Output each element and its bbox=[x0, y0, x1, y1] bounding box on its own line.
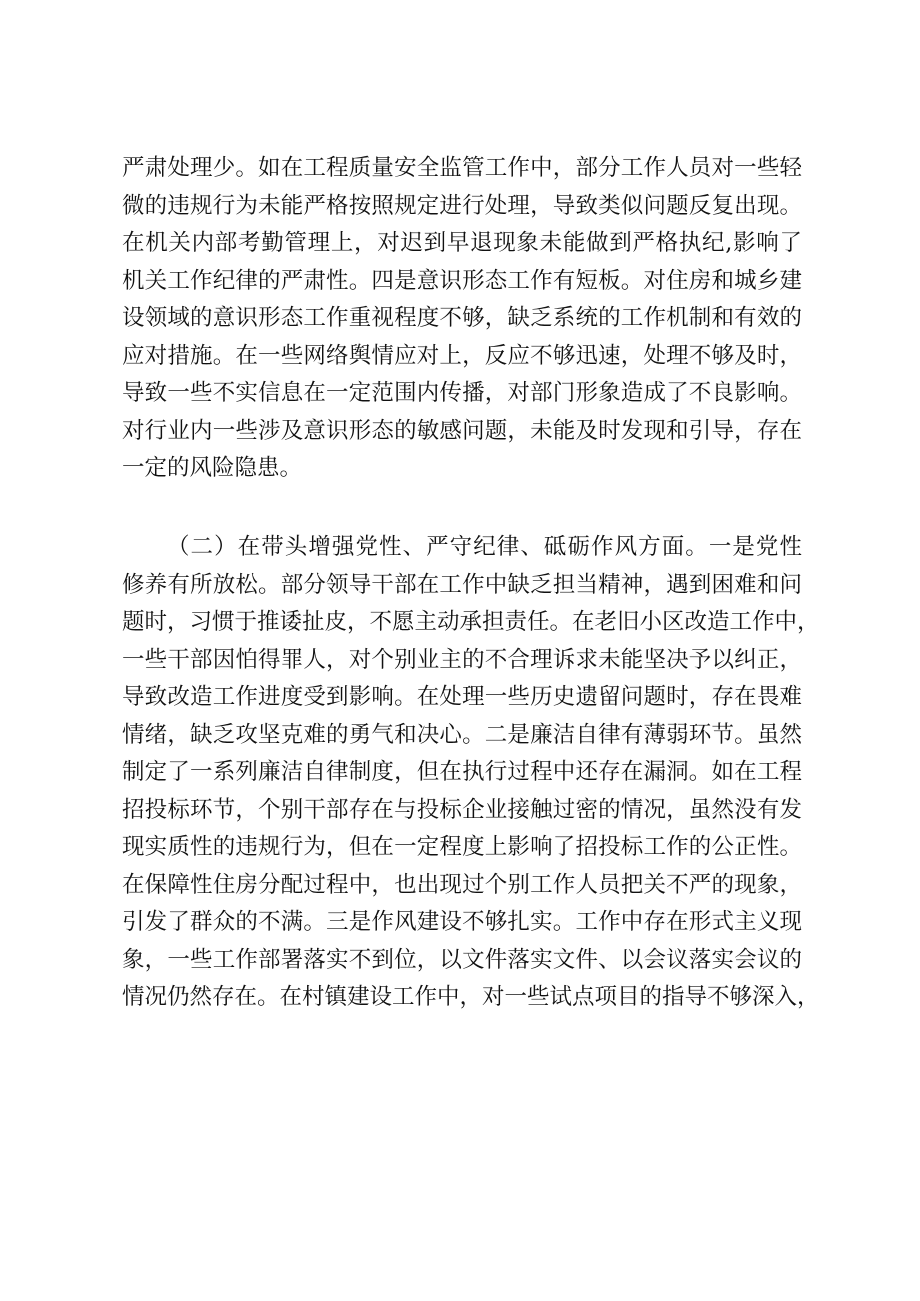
text-line: 现实质性的违规行为，但在一定程度上影响了招投标工作的公正性。 bbox=[122, 834, 802, 860]
text-line: 情况仍然存在。在村镇建设工作中，对一些试点项目的指导不够深入， bbox=[122, 984, 820, 1010]
text-line: 导致改造工作进度受到影响。在处理一些历史遗留问题时，存在畏难 bbox=[122, 684, 802, 710]
text-line: 设领域的意识形态工作重视程度不够，缺乏系统的工作机制和有效的 bbox=[122, 305, 802, 331]
paragraph-2 bbox=[122, 529, 820, 1017]
paragraph-1 bbox=[122, 150, 802, 488]
text-line: 应对措施。在一些网络舆情应对上，反应不够迅速，处理不够及时， bbox=[122, 342, 802, 369]
text-line: 制定了一系列廉洁自律制度，但在执行过程中还存在漏洞。如在工程 bbox=[122, 759, 802, 785]
text-line-last: 一定的风险隐患。 bbox=[122, 455, 303, 481]
text-line-first: （二）在带头增强党性、严守纪律、砥砺作风方面。一是党性 bbox=[167, 534, 802, 560]
text-line: 招投标环节，个别干部存在与投标企业接触过密的情况，虽然没有发 bbox=[122, 796, 802, 823]
text-line: 严肃处理少。如在工程质量安全监管工作中，部分工作人员对一些轻 bbox=[122, 155, 802, 181]
text-line: 题时，习惯于推诿扯皮，不愿主动承担责任。在老旧小区改造工作中， bbox=[122, 609, 820, 635]
text-line: 情绪，缺乏攻坚克难的勇气和决心。二是廉洁自律有薄弱环节。虽然 bbox=[122, 721, 802, 748]
text-line: 象，一些工作部署落实不到位，以文件落实文件、以会议落实会议的 bbox=[122, 946, 802, 973]
text-line: 对行业内一些涉及意识形态的敏感问题，未能及时发现和引导，存在 bbox=[122, 417, 802, 444]
text-line: 修养有所放松。部分领导干部在工作中缺乏担当精神，遇到困难和问 bbox=[122, 571, 802, 598]
text-line: 机关工作纪律的严肃性。四是意识形态工作有短板。对住房和城乡建 bbox=[122, 267, 802, 294]
text-line: 微的违规行为未能严格按照规定进行处理，导致类似问题反复出现。 bbox=[122, 192, 802, 219]
text-line: 导致一些不实信息在一定范围内传播，对部门形象造成了不良影响。 bbox=[122, 380, 802, 406]
text-line: 一些干部因怕得罪人，对个别业主的不合理诉求未能坚决予以纠正， bbox=[122, 646, 802, 673]
text-line: 在机关内部考勤管理上，对迟到早退现象未能做到严格执纪,影响了 bbox=[122, 230, 802, 256]
text-line: 引发了群众的不满。三是作风建设不够扎实。工作中存在形式主义现 bbox=[122, 909, 802, 935]
text-line: 在保障性住房分配过程中，也出现过个别工作人员把关不严的现象， bbox=[122, 871, 802, 898]
